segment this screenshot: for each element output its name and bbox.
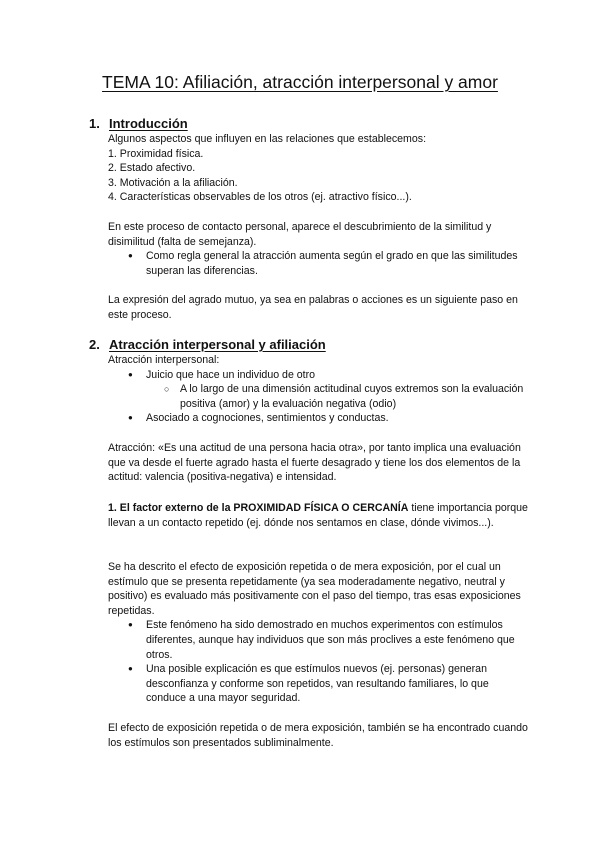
paragraph: El efecto de exposición repetida o de mera exposición, también se ha encontrado cuando los estímulos son presentados subliminalmente. xyxy=(108,722,528,749)
paragraph: La expresión del agrado mutuo, ya sea en palabras o acciones es un siguiente paso en este proceso. xyxy=(108,294,518,321)
section-heading-atraccion xyxy=(89,337,326,352)
sub-bullet-item: ○ A lo largo de una dimensión actitudinal cuyos extremos son la evaluación positiva (amor) y la evaluación negativa (odio) xyxy=(108,382,528,411)
bullet-item: ● Asociado a cognociones, sentimientos y conductas. xyxy=(108,411,528,426)
bullet-item: ● Como regla general la atracción aumenta según el grado en que las similitudes superan las diferencias. xyxy=(108,249,528,278)
paragraph xyxy=(108,501,528,530)
exposicion-block xyxy=(108,560,528,706)
paragraph: Atracción: «Es una actitud de una persona hacia otra», por tanto implica una evaluación que va desde el fuerte agrado hasta el fuerte desagrado y tiene los dos elementos de la actitud: valencia (positiva-negativa) e intensidad. xyxy=(108,442,521,484)
similitud-block xyxy=(108,220,528,278)
list-item: 4. Características observables de los otros (ej. atractivo físico...). xyxy=(108,191,412,204)
section-heading-introduccion xyxy=(89,116,188,131)
paragraph: En este proceso de contacto personal, aparece el descubrimiento de la similitud y disimilitud (falta de semejanza). xyxy=(108,221,492,248)
paragraph-rest: tiene importancia porque llevan a un contacto repetido (ej. dónde nos sentamos en clase, dónde vivimos...). xyxy=(108,502,528,529)
atraccion-interpersonal-block xyxy=(108,353,528,426)
agrado-paragraph xyxy=(108,293,528,322)
list-item: 3. Motivación a la afiliación. xyxy=(108,176,238,189)
bullet-item: ● Este fenómeno ha sido demostrado en muchos experimentos con estímulos diferentes, aunque hay individuos que son más proclives a este fenómeno que otros. xyxy=(108,618,528,662)
section-title: Introducción xyxy=(109,116,188,131)
proximidad-paragraph xyxy=(108,501,528,530)
bullet-item: ● Una posible explicación es que estímulos nuevos (ej. personas) generan desconfianza y conforme son repetidos, van resultando familiares, lo que conduce a una mayor seguridad. xyxy=(108,662,528,706)
section-number: 2. xyxy=(89,337,100,352)
intro-list-block xyxy=(108,132,528,205)
intro-text: Algunos aspectos que influyen en las relaciones que establecemos: xyxy=(108,133,427,145)
paragraph: Se ha descrito el efecto de exposición repetida o de mera exposición, por el cual un estímulo que se presenta repetidamente (ya sea moderadamente negativo, neutral y positivo) es evaluado más positivamente con el paso del tiempo, tras esas exposiciones repetidas. xyxy=(108,561,521,617)
actitud-paragraph xyxy=(108,441,528,485)
bullet-item: ● Juicio que hace un individuo de otro xyxy=(108,368,528,383)
subliminal-paragraph xyxy=(108,721,528,750)
section-number: 1. xyxy=(89,116,100,131)
list-item: 1. Proximidad física. xyxy=(108,147,204,160)
page-title: TEMA 10: Afiliación, atracción interpersonal y amor xyxy=(102,72,498,92)
list-item: 2. Estado afectivo. xyxy=(108,162,196,175)
section-title: Atracción interpersonal y afiliación xyxy=(109,337,326,352)
bold-lead: 1. El factor externo de la PROXIMIDAD FÍSICA O CERCANÍA xyxy=(108,502,409,514)
intro-text: Atracción interpersonal: xyxy=(108,354,220,366)
